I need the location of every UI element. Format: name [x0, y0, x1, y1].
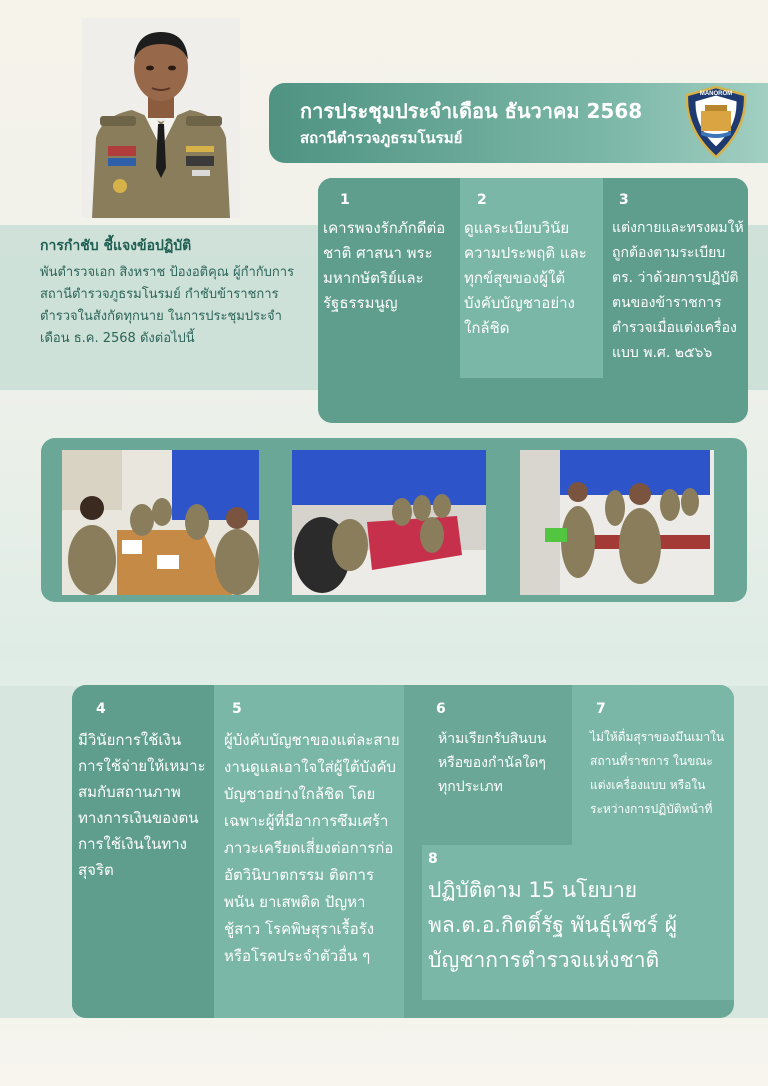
item-text: ไม่ให้ดื่มสุราของมึนเมาในสถานที่ราชการ ในขณะแต่งเครื่องแบบ หรือในระหว่างการปฏิบัติหน้าที่ — [590, 730, 725, 816]
station-badge-logo — [683, 85, 749, 159]
item-text: เคารพจงรักภักดีต่อชาติ ศาสนา พระมหากษัตริย์และรัฐธรรมนูญ — [323, 219, 446, 312]
item-card-3 — [603, 178, 748, 396]
item-card-1 — [318, 178, 460, 378]
badge-text-top: MANOROM — [699, 91, 733, 97]
command-heading: การกำชับ ชี้แจงข้อปฏิบัติ — [40, 238, 192, 254]
item-number: 8 — [428, 851, 438, 867]
item-card-5 — [214, 685, 404, 1018]
item-number: 6 — [436, 701, 446, 717]
item-number: 3 — [619, 192, 629, 208]
meeting-photo-2 — [292, 450, 486, 595]
item-card-7 — [572, 685, 734, 845]
item-text: ดูแลระเบียบวินัย ความประพฤติ และทุกข์สุขของผู้ใต้บังคับบัญชาอย่างใกล้ชิด — [464, 219, 587, 337]
item-number: 7 — [596, 701, 606, 717]
item-number: 1 — [340, 192, 350, 208]
officer-portrait — [82, 18, 240, 218]
item-text: ปฏิบัติตาม 15 นโยบาย พล.ต.อ.กิตติ์รัฐ พันธุ์เพ็ชร์ ผู้บัญชาการตำรวจแห่งชาติ — [428, 878, 678, 972]
item-number: 5 — [232, 701, 242, 717]
station-name: สถานีตำรวจภูธรมโนรมย์ — [300, 129, 463, 147]
item-card-4 — [72, 685, 214, 1018]
item-text: ผู้บังคับบัญชาของแต่ละสายงานดูแลเอาใจใส่ผู้ใต้บังคับบัญชาอย่างใกล้ชิด โดยเฉพาะผู้ที่มีอาการซึมเศร้า ภาวะเครียดเสี่ยงต่อการก่ออัตวินิบาตกรรม ติดการพนัน ยาเสพติด ปัญหาชู้สาว โรคพิษสุราเรื้อรัง หรือโรคประจำตัวอื่น ๆ — [224, 731, 400, 965]
meeting-photo-1 — [62, 450, 259, 595]
command-body: พันตำรวจเอก สิงหราช ป้องอติคุณ ผู้กำกับการสถานีตำรวจภูธรมโนรมย์ กำชับข้าราชการตำรวจในสังกัดทุกนาย ในการประชุมประจำเดือน ธ.ค. 2568 ดังต่อไปนี้ — [40, 265, 295, 346]
item-card-2 — [460, 178, 603, 378]
item-text: มีวินัยการใช้เงิน การใช้จ่ายให้เหมาะสมกับสถานภาพทางการเงินของตน การใช้เงินในทางสุจริต — [78, 731, 206, 879]
item-number: 2 — [477, 192, 487, 208]
meeting-photo-3 — [520, 450, 714, 595]
item-text: ห้ามเรียกรับสินบนหรือของกำนัลใดๆ ทุกประเภท — [438, 731, 547, 795]
item-card-6 — [422, 685, 572, 845]
item-text: แต่งกายและทรงผมให้ถูกต้องตามระเบียบ ตร. ว่าด้วยการปฏิบัติตนของข้าราชการตำรวจเมื่อแต่งเครื่องแบบ พ.ศ. ๒๕๖๖ — [612, 220, 744, 361]
item-card-8 — [422, 845, 734, 1000]
item-number: 4 — [96, 701, 106, 717]
page-title: การประชุมประจำเดือน ธันวาคม 2568 — [300, 99, 643, 123]
